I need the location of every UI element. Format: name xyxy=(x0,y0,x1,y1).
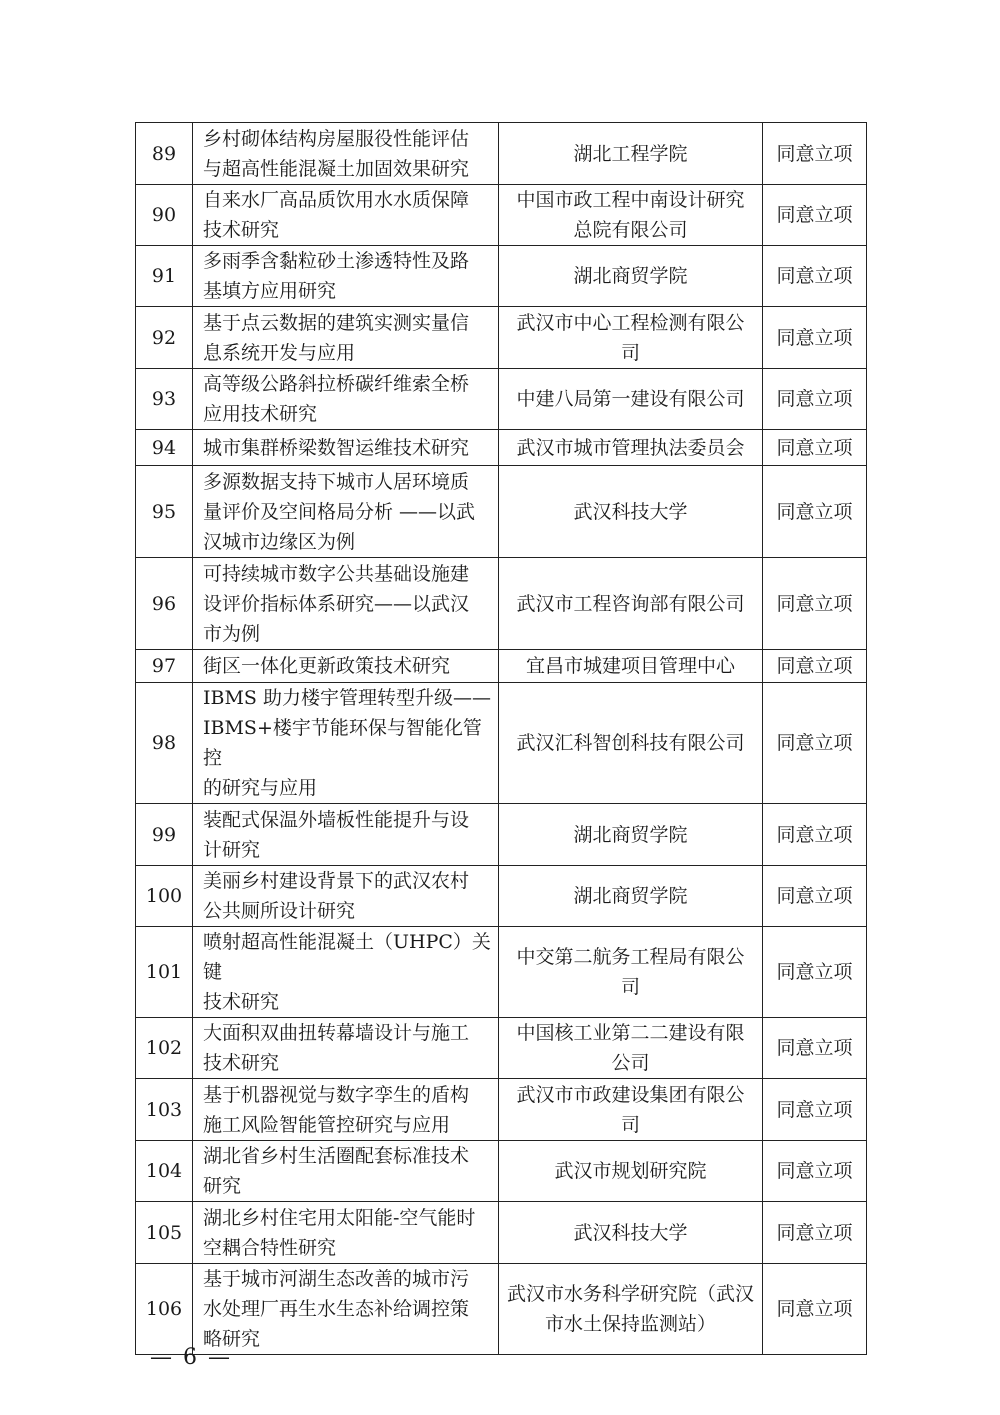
organization: 武汉市市政建设集团有限公 司 xyxy=(499,1079,763,1141)
table-row xyxy=(136,927,867,1018)
project-title: 基于城市河湖生态改善的城市污 水处理厂再生水生态补给调控策 略研究 xyxy=(193,1264,499,1355)
table-row xyxy=(136,430,867,466)
project-title: 装配式保温外墙板性能提升与设 计研究 xyxy=(193,804,499,866)
project-title: 可持续城市数字公共基础设施建 设评价指标体系研究——以武汉 市为例 xyxy=(193,558,499,650)
approval-result: 同意立项 xyxy=(763,558,867,650)
row-number: 104 xyxy=(136,1141,193,1202)
project-title: 基于机器视觉与数字孪生的盾构 施工风险智能管控研究与应用 xyxy=(193,1079,499,1141)
row-number: 98 xyxy=(136,683,193,804)
approval-result: 同意立项 xyxy=(763,1264,867,1355)
approval-result: 同意立项 xyxy=(763,246,867,307)
organization: 中国市政工程中南设计研究 总院有限公司 xyxy=(499,185,763,246)
project-title: 多雨季含黏粒砂土渗透特性及路 基填方应用研究 xyxy=(193,246,499,307)
project-title: 基于点云数据的建筑实测实量信 息系统开发与应用 xyxy=(193,307,499,369)
row-number: 106 xyxy=(136,1264,193,1355)
table-row xyxy=(136,1264,867,1355)
row-number: 89 xyxy=(136,123,193,185)
row-number: 97 xyxy=(136,650,193,683)
project-title: 城市集群桥梁数智运维技术研究 xyxy=(193,430,499,466)
table-row xyxy=(136,466,867,558)
approval-result: 同意立项 xyxy=(763,185,867,246)
project-title: 自来水厂高品质饮用水水质保障 技术研究 xyxy=(193,185,499,246)
table-row xyxy=(136,123,867,185)
row-number: 102 xyxy=(136,1018,193,1079)
table-row xyxy=(136,369,867,430)
table-row xyxy=(136,650,867,683)
organization: 武汉市城市管理执法委员会 xyxy=(499,430,763,466)
organization: 湖北商贸学院 xyxy=(499,246,763,307)
approval-result: 同意立项 xyxy=(763,466,867,558)
approval-result: 同意立项 xyxy=(763,430,867,466)
row-number: 92 xyxy=(136,307,193,369)
approval-result: 同意立项 xyxy=(763,307,867,369)
row-number: 103 xyxy=(136,1079,193,1141)
organization: 中建八局第一建设有限公司 xyxy=(499,369,763,430)
row-number: 105 xyxy=(136,1202,193,1264)
approval-result: 同意立项 xyxy=(763,369,867,430)
project-title: 街区一体化更新政策技术研究 xyxy=(193,650,499,683)
project-title: 湖北省乡村生活圈配套标准技术 研究 xyxy=(193,1141,499,1202)
row-number: 100 xyxy=(136,866,193,927)
approval-result: 同意立项 xyxy=(763,650,867,683)
table-row xyxy=(136,1079,867,1141)
project-title: 喷射超高性能混凝土（UHPC）关键 技术研究 xyxy=(193,927,499,1018)
project-title: 乡村砌体结构房屋服役性能评估 与超高性能混凝土加固效果研究 xyxy=(193,123,499,185)
row-number: 96 xyxy=(136,558,193,650)
page-number: — 6 — xyxy=(150,1345,232,1370)
organization: 湖北工程学院 xyxy=(499,123,763,185)
table-row xyxy=(136,866,867,927)
row-number: 93 xyxy=(136,369,193,430)
row-number: 101 xyxy=(136,927,193,1018)
project-title: 多源数据支持下城市人居环境质 量评价及空间格局分析 ——以武 汉城市边缘区为例 xyxy=(193,466,499,558)
approval-result: 同意立项 xyxy=(763,866,867,927)
table-row xyxy=(136,1018,867,1079)
project-title: IBMS 助力楼宇管理转型升级—— IBMS+楼宇节能环保与智能化管控 的研究与应用 xyxy=(193,683,499,804)
organization: 武汉市水务科学研究院（武汉 市水土保持监测站） xyxy=(499,1264,763,1355)
organization: 湖北商贸学院 xyxy=(499,804,763,866)
approval-result: 同意立项 xyxy=(763,123,867,185)
table-row xyxy=(136,307,867,369)
row-number: 95 xyxy=(136,466,193,558)
organization: 武汉科技大学 xyxy=(499,466,763,558)
table-row xyxy=(136,683,867,804)
row-number: 91 xyxy=(136,246,193,307)
organization: 武汉市规划研究院 xyxy=(499,1141,763,1202)
project-title: 大面积双曲扭转幕墙设计与施工 技术研究 xyxy=(193,1018,499,1079)
table-row xyxy=(136,804,867,866)
organization: 中国核工业第二二建设有限 公司 xyxy=(499,1018,763,1079)
row-number: 99 xyxy=(136,804,193,866)
project-title: 美丽乡村建设背景下的武汉农村 公共厕所设计研究 xyxy=(193,866,499,927)
organization: 武汉市中心工程检测有限公 司 xyxy=(499,307,763,369)
table-row xyxy=(136,1141,867,1202)
row-number: 90 xyxy=(136,185,193,246)
approval-result: 同意立项 xyxy=(763,1202,867,1264)
approval-result: 同意立项 xyxy=(763,804,867,866)
approval-result: 同意立项 xyxy=(763,683,867,804)
table-row xyxy=(136,185,867,246)
approval-result: 同意立项 xyxy=(763,1079,867,1141)
organization: 武汉科技大学 xyxy=(499,1202,763,1264)
project-title: 高等级公路斜拉桥碳纤维索全桥 应用技术研究 xyxy=(193,369,499,430)
table-row xyxy=(136,246,867,307)
project-table xyxy=(135,122,867,1355)
organization: 湖北商贸学院 xyxy=(499,866,763,927)
table-row xyxy=(136,1202,867,1264)
project-title: 湖北乡村住宅用太阳能-空气能时 空耦合特性研究 xyxy=(193,1202,499,1264)
organization: 武汉汇科智创科技有限公司 xyxy=(499,683,763,804)
organization: 宜昌市城建项目管理中心 xyxy=(499,650,763,683)
row-number: 94 xyxy=(136,430,193,466)
approval-result: 同意立项 xyxy=(763,1018,867,1079)
approval-result: 同意立项 xyxy=(763,1141,867,1202)
table-row xyxy=(136,558,867,650)
organization: 中交第二航务工程局有限公 司 xyxy=(499,927,763,1018)
organization: 武汉市工程咨询部有限公司 xyxy=(499,558,763,650)
approval-result: 同意立项 xyxy=(763,927,867,1018)
